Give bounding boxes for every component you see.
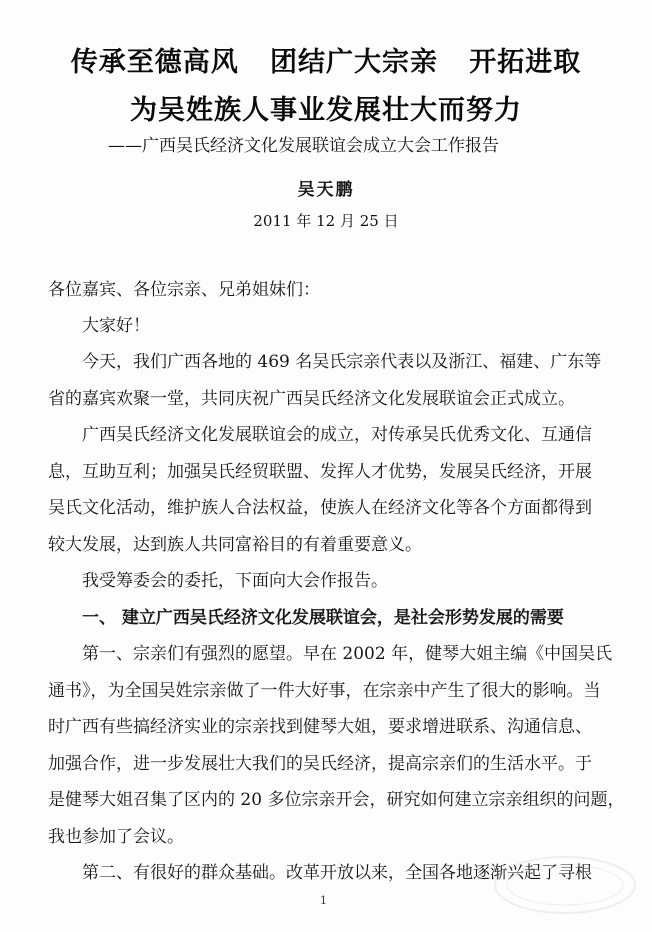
body-line: 息，互助互利；加强吴氏经贸联盟、发挥人才优势，发展吴氏经济，开展 <box>48 462 592 482</box>
section-heading: 一、 建立广西吴氏经济文化发展联谊会，是社会形势发展的需要 <box>82 608 564 628</box>
body-line: 加强合作，进一步发展壮大我们的吴氏经济，提高宗亲们的生活水平。于 <box>48 754 592 774</box>
watermark-icon <box>490 850 640 920</box>
document-title-line-1: 传承至德高风 团结广大宗亲 开拓进取 <box>70 47 582 78</box>
body-line: 第一、宗亲们有强烈的愿望。早在 2002 年，健琴大姐主编《中国吴氏 <box>82 644 613 664</box>
body-line: 今天，我们广西各地的 469 名吴氏宗亲代表以及浙江、福建、广东等 <box>82 352 602 372</box>
body-line: 是健琴大姐召集了区内的 20 多位宗亲开会，研究如何建立宗亲组织的问题， <box>48 790 625 810</box>
body-line: 时广西有些搞经济实业的宗亲找到健琴大姐，要求增进联系、沟通信息、 <box>48 717 592 737</box>
salutation: 各位嘉宾、各位宗亲、兄弟姐妹们： <box>48 280 320 300</box>
body-line: 较大发展，达到族人共同富裕目的有着重要意义。 <box>48 535 422 555</box>
document-date: 2011 年 12 月 25 日 <box>253 212 399 230</box>
body-line: 吴氏文化活动，维护族人合法权益，使族人在经济文化等各个方面都得到 <box>48 498 592 518</box>
body-line: 第二、有很好的群众基础。改革开放以来，全国各地逐渐兴起了寻根 <box>82 863 592 883</box>
document-author: 吴天鹏 <box>297 180 355 200</box>
body-line: 我受筹委会的委托，下面向大会作报告。 <box>82 571 388 591</box>
body-line: 通书》，为全国吴姓宗亲做了一件大好事，在宗亲中产生了很大的影响。当 <box>48 681 601 701</box>
document-title-line-2: 为吴姓族人事业发展壮大而努力 <box>130 95 522 126</box>
document-subtitle: ——广西吴氏经济文化发展联谊会成立大会工作报告 <box>108 136 499 156</box>
body-line: 广西吴氏经济文化发展联谊会的成立，对传承吴氏优秀文化、互通信 <box>82 425 592 445</box>
greeting: 大家好！ <box>82 316 150 336</box>
body-line: 我也参加了会议。 <box>48 827 184 847</box>
page-number: 1 <box>320 894 327 907</box>
body-line: 省的嘉宾欢聚一堂，共同庆祝广西吴氏经济文化发展联谊会正式成立。 <box>48 389 575 409</box>
